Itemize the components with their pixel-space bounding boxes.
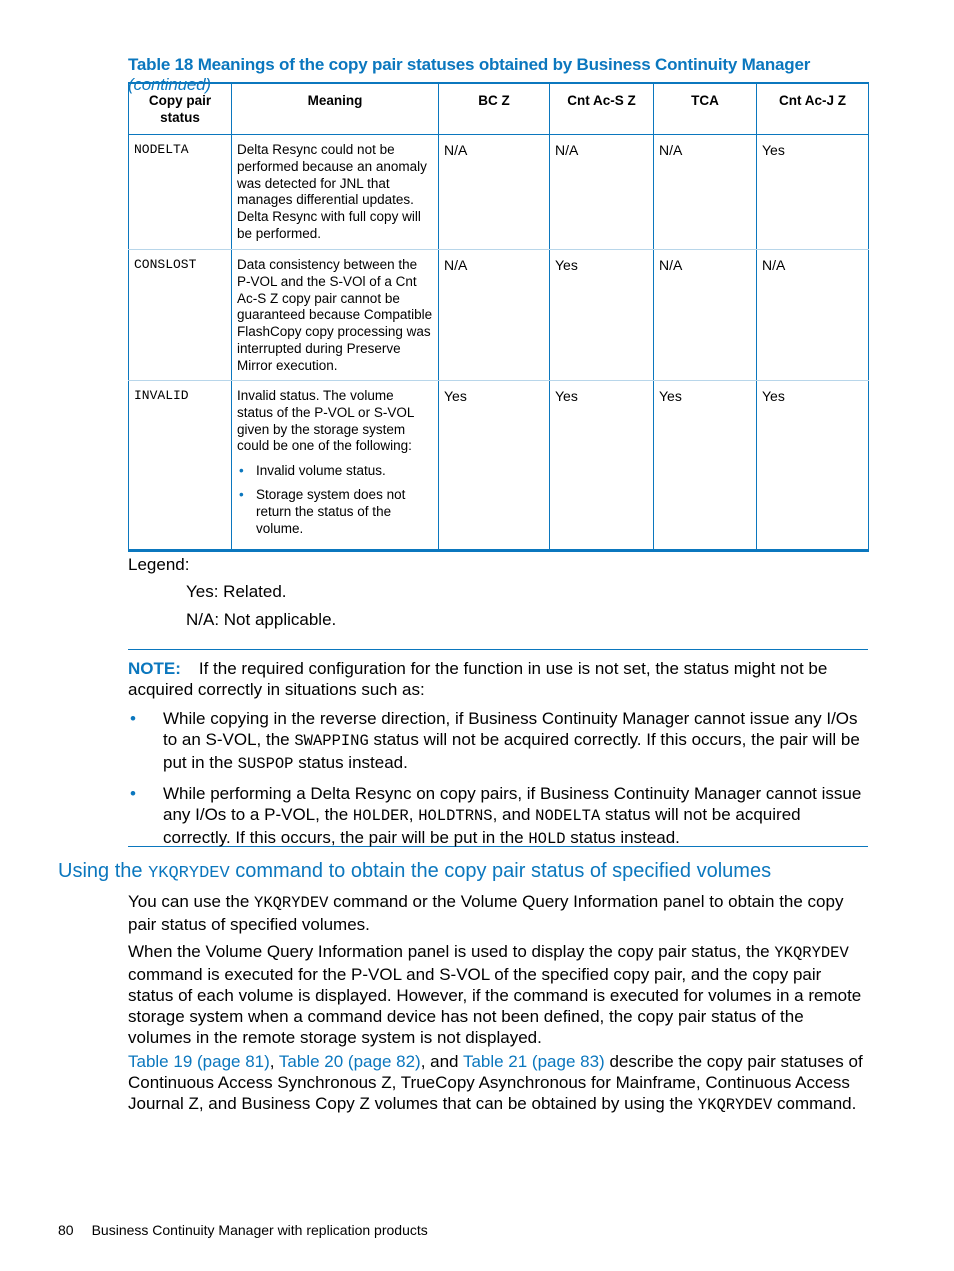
list-item: • Invalid volume status. (256, 463, 433, 480)
heading-text: Using the (58, 860, 149, 882)
column-header-cntacsz: Cnt Ac-S Z (550, 83, 654, 135)
column-header-tca: TCA (654, 83, 757, 135)
note-text: status instead. (293, 753, 408, 772)
paragraph (128, 891, 870, 935)
copy-pair-status-table (128, 82, 869, 552)
inline-code: HOLDER (352, 807, 409, 825)
status-cell: INVALID (129, 381, 232, 551)
bcz-cell: Yes (439, 381, 550, 551)
note-text: status will not be acquired correctly. If this occurs, the pair will be put in the (163, 730, 860, 772)
cntacjz-cell: Yes (757, 381, 869, 551)
table-20-link[interactable]: Table 20 (page 82) (278, 1052, 421, 1071)
inline-code: SUSPOP (237, 755, 294, 773)
note-text: While performing a Delta Resync on copy pairs, if Business Continuity Manager cannot issue any I/Os to a P-VOL, the (163, 784, 862, 824)
footer-title: Business Continuity Manager with replication products (91, 1222, 428, 1238)
cntacjz-cell: N/A (757, 250, 869, 381)
cntacsz-cell: N/A (550, 135, 654, 250)
cntacjz-cell: Yes (757, 135, 869, 250)
table-caption-title: Table 18 Meanings of the copy pair statuses obtained by Business Continuity Manager (128, 55, 811, 74)
table-row (129, 381, 869, 551)
inline-code: SWAPPING (294, 732, 369, 750)
tca-cell: N/A (654, 250, 757, 381)
bcz-cell: N/A (439, 135, 550, 250)
column-header-bcz: BC Z (439, 83, 550, 135)
note-text: , (408, 805, 419, 824)
column-header-cntacjz: Cnt Ac-J Z (757, 83, 869, 135)
inline-code: NODELTA (535, 807, 601, 825)
status-cell: CONSLOST (129, 250, 232, 381)
note-intro-text: If the required configuration for the function in use is not set, the status might not be acquired correctly in situations such as: (128, 659, 828, 699)
tca-cell: Yes (654, 381, 757, 551)
section-heading (58, 860, 878, 883)
paragraph-text: command or the Volume Query Information panel to obtain the copy pair status of specified volumes. (128, 892, 844, 934)
paragraph-text: , (269, 1052, 279, 1071)
table-21-link[interactable]: Table 21 (page 83) (462, 1052, 605, 1071)
paragraph-text: describe the copy pair statuses of Continuous Access Synchronous Z, TrueCopy Asynchronous for Mainframe, Continuous Access Journal Z, and Business Copy Z volumes that can be obtained by using the (128, 1052, 863, 1113)
legend-yes: Yes: Related. (186, 582, 287, 601)
inline-code: YKQRYDEV (697, 1096, 773, 1114)
note-text: While copying in the reverse direction, if Business Continuity Manager cannot issue any I/Os to an S-VOL, the (163, 709, 858, 749)
list-item (163, 708, 868, 775)
note-intro (128, 658, 868, 700)
meaning-text: Invalid status. The volume status of the P-VOL or S-VOL given by the storage system could be one of the following: (237, 388, 414, 454)
page-number: 80 (58, 1222, 74, 1238)
paragraph-text: , and (420, 1052, 463, 1071)
meaning-cell: Delta Resync could not be performed because an anomaly was detected for JNL that manages differential updates. Delta Resync with full copy will be performed. (232, 135, 439, 250)
table-row (129, 250, 869, 381)
tca-cell: N/A (654, 135, 757, 250)
column-header-meaning: Meaning (232, 83, 439, 135)
table-header-row (129, 83, 869, 135)
note-text: , and (492, 805, 536, 824)
note-text: status instead. (565, 828, 680, 847)
paragraph-text: You can use the (128, 892, 255, 911)
paragraph-text: When the Volume Query Information panel is used to display the copy pair status, the (128, 942, 775, 961)
table-19-link[interactable]: Table 19 (page 81) (128, 1052, 270, 1071)
column-header-status: Copy pair status (129, 83, 232, 135)
meaning-cell: Data consistency between the P-VOL and the S-VOl of a Cnt Ac-S Z copy pair cannot be guaranteed because Compatible FlashCopy copy processing was interrupted during Preserve Mirror execution. (232, 250, 439, 381)
legend-na: N/A: Not applicable. (186, 610, 337, 629)
paragraph-text: command. (772, 1094, 857, 1113)
list-item: • Storage system does not return the status of the volume. (256, 487, 433, 537)
inline-code: YKQRYDEV (148, 864, 230, 883)
table-caption-continued: (continued) (128, 75, 211, 94)
meaning-bullet-list (237, 463, 433, 537)
cntacsz-cell: Yes (550, 250, 654, 381)
paragraph (128, 941, 870, 1048)
heading-text: command to obtain the copy pair status of specified volumes (229, 860, 772, 882)
meaning-cell (232, 381, 439, 551)
legend-title: Legend: (128, 555, 190, 574)
list-item (163, 783, 868, 850)
bcz-cell: N/A (439, 250, 550, 381)
table-row (129, 135, 869, 250)
inline-code: HOLDTRNS (418, 807, 493, 825)
note-label: NOTE: (128, 659, 181, 678)
inline-code: YKQRYDEV (254, 894, 329, 912)
inline-code: HOLD (528, 830, 566, 848)
note-box (128, 649, 868, 847)
paragraph-text: command is executed for the P-VOL and S-VOL of the specified copy pair, and the copy pair status of each volume is displayed. However, if the command is executed for volumes in a remote storage system when a command device has not been defined, the copy pair status of the volumes in the remote storage system is not displayed. (128, 965, 862, 1047)
inline-code: YKQRYDEV (774, 944, 849, 962)
note-text: status will not be acquired correctly. If this occurs, the pair will be put in the (163, 805, 801, 847)
status-cell: NODELTA (129, 135, 232, 250)
note-list (128, 708, 868, 850)
paragraph (128, 1051, 870, 1116)
cntacsz-cell: Yes (550, 381, 654, 551)
page-footer (58, 1222, 428, 1238)
